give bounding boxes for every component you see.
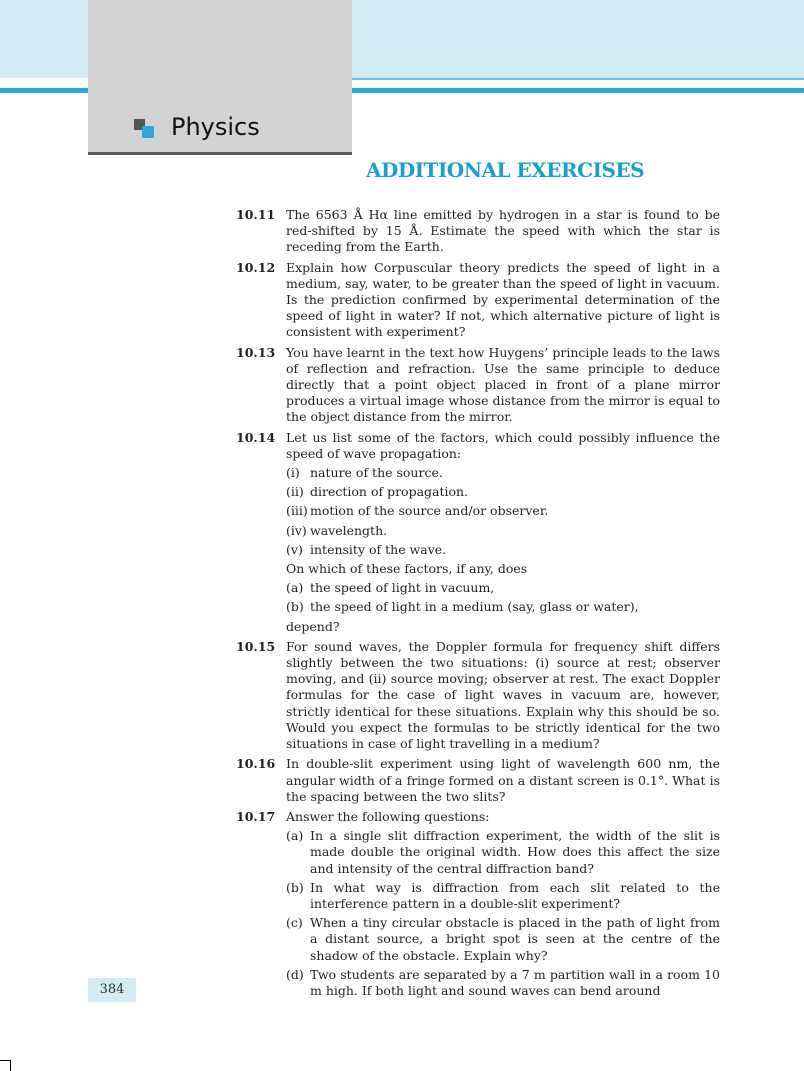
exercise-list [236,207,720,1003]
item-marker: (i) [286,465,300,481]
list-item [286,484,720,500]
exercise-10-17 [236,809,720,999]
header-thin-stripe [352,78,804,80]
exercise-number: 10.17 [236,808,276,824]
item-marker: (d) [286,966,304,982]
list-item [286,580,720,596]
sub-question-end: depend? [286,618,340,634]
exercise-10-13 [236,345,720,426]
exercise-10-11 [236,207,720,256]
exercise-10-12 [236,260,720,341]
sub-question: On which of these factors, if any, does [286,561,528,577]
item-text: wavelength. [310,522,388,538]
item-text: In a single slit diffraction experiment, the width of the slit is made double the original width. How does this affect the size and intensity of the central diffraction band? [310,828,720,876]
exercise-text: In double-slit experiment using light of wavelength 600 nm, the angular width of a fringe formed on a distant screen is 0.1°. What is the spacing between the two slits? [286,756,720,804]
item-marker: (ii) [286,484,304,500]
item-text: intensity of the wave. [310,541,447,557]
item-text: In what way is diffraction from each slit related to the interference pattern in a double-slit experiment? [310,879,720,911]
page-number: 384 [88,978,136,1002]
exercise-number: 10.15 [236,638,276,654]
exercise-10-15 [236,639,720,752]
item-text: motion of the source and/or observer. [310,503,549,519]
item-marker: (a) [286,580,304,596]
crop-mark-bottom-left [0,1060,11,1071]
exercise-number: 10.11 [236,207,276,222]
list-item [286,599,720,615]
item-text: the speed of light in vacuum, [310,580,495,596]
exercise-text: Explain how Corpuscular theory predicts the speed of light in a medium, say, water, to be greater than the speed of light in vacuum. Is the prediction confirmed by experimental determination of the speed of light in water? If not, which alternative picture of light is consistent with experiment? [286,259,720,340]
item-text: direction of propagation. [310,484,469,500]
subject-title: Physics [171,113,260,141]
item-text: When a tiny circular obstacle is placed in the path of light from a distant source, a bright spot is seen at the centre of the shadow of the obstacle. Explain why? [310,915,720,963]
exercise-10-16 [236,756,720,805]
exercise-text: For sound waves, the Doppler formula for frequency shift differs slightly between the two situations: (i) source at rest; observer moving, and (ii) source moving; observer at rest. The exact Doppler formulas for the case of light waves in vacuum are, however, strictly identical for these situations. Explain why this should be so. Would you expect the formulas to be strictly identical for the two situations in case of light travelling in a medium? [286,638,720,752]
list-item [286,880,720,912]
exercise-number: 10.12 [236,259,276,275]
logo-square-blue-icon [142,126,154,138]
item-marker: (iv) [286,522,307,538]
section-heading: ADDITIONAL EXERCISES [366,158,645,182]
item-marker: (a) [286,828,304,844]
item-marker: (c) [286,915,303,931]
list-item [286,503,720,519]
item-text: the speed of light in a medium (say, glass or water), [310,599,639,615]
list-item [286,465,720,481]
exercise-text: Answer the following questions: [286,808,490,824]
exercise-number: 10.14 [236,429,276,445]
item-marker: (b) [286,879,304,895]
exercise-number: 10.16 [236,756,276,772]
list-item [286,523,720,539]
exercise-text: You have learnt in the text how Huygens’ principle leads to the laws of reflection and refraction. Use the same principle to deduce directly that a point object placed in front of a plane mirror produces a virtual image whose distance from the mirror is equal to the object distance from the mirror. [286,344,720,425]
exercise-10-14 [236,430,720,635]
list-item [286,828,720,877]
exercise-text: Let us list some of the factors, which could possibly influence the speed of wave propagation: [286,429,720,461]
item-text: Two students are separated by a 7 m partition wall in a room 10 m high. If both light and sound waves can bend around [310,966,720,998]
list-item [286,915,720,964]
header-underline [88,152,352,155]
list-item [286,967,720,999]
item-marker: (b) [286,599,304,615]
item-marker: (v) [286,541,303,557]
list-item [286,542,720,558]
item-marker: (iii) [286,503,308,519]
exercise-text: The 6563 Å Hα line emitted by hydrogen in a star is found to be red-shifted by 15 Å. Estimate the speed with which the star is receding from the Earth. [286,207,720,255]
item-text: nature of the source. [310,465,443,481]
exercise-number: 10.13 [236,344,276,360]
